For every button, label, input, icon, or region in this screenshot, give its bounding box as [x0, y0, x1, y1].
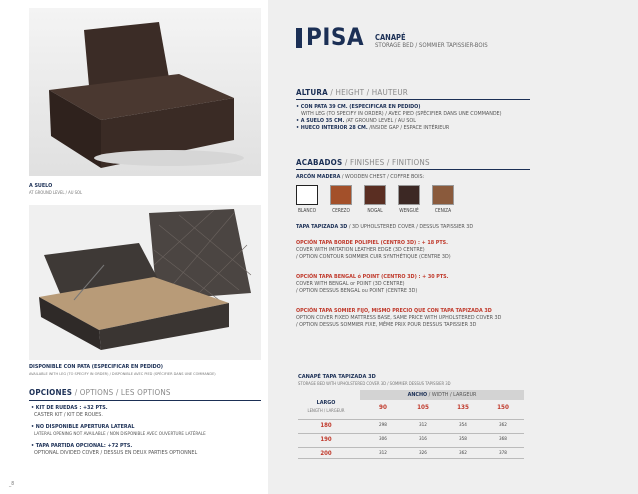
- altura-heading: ALTURA / HEIGHT / HAUTEUR: [296, 88, 408, 97]
- table-row: [298, 419, 524, 431]
- price-table-title: CANAPÉ TAPA TAPIZADA 3D: [298, 374, 376, 380]
- swatch-blanco[interactable]: [296, 185, 318, 205]
- table-row: [298, 433, 524, 445]
- price-cell: 362: [499, 423, 507, 428]
- price-cell: 326: [419, 451, 427, 456]
- brand-subtitle: STORAGE BED / SOMMIER TAPISSIER-BOIS: [375, 42, 488, 49]
- length-value: 190: [320, 436, 332, 443]
- length-value: 180: [320, 422, 332, 429]
- photo-bottom-caption: DISPONIBLE CON PATA (ESPECIFICAR EN PEDIDO): [29, 364, 164, 370]
- option-somier-fijo: OPCIÓN TAPA SOMIER FIJO, MISMO PRECIO QUE CON TAPA TAPIZADA 3D OPTION COVER FIXED MATTRESS BASE, SAME PRICE WITH UPHOLSTERED COVER 3D / OPTION DESSUS SOMMIER FIXE, MÊME PRIX POUR DESSUS TAPISSIER 3D: [296, 308, 502, 328]
- photo-bed-ground-level: [29, 8, 261, 176]
- opciones-item: • TAPA PARTIDA OPCIONAL: +72 PTS. OPTIONAL DIVIDED COVER / DESSUS EN DEUX PARTIES OPTIONNEL: [31, 443, 198, 456]
- arcon-label: ARCÓN MADERA / WOODEN CHEST / COFFRE BOIS:: [296, 174, 425, 180]
- altura-rule: [296, 99, 530, 100]
- price-table-subtitle: STORAGE BED WITH UPHOLSTERED COVER 3D / SOMMIER DESSUS TAPISSIER 3D: [298, 381, 451, 386]
- price-cell: 362: [459, 451, 467, 456]
- opciones-item: • NO DISPONIBLE APERTURA LATERAL LATERAL OPENING NOT AVAILABLE / NON DISPONIBLE AVEC OUVERTURE LATÉRALE: [31, 424, 206, 437]
- swatch-label: WENGUÉ: [399, 209, 419, 214]
- brand-name: PISA: [306, 23, 365, 51]
- swatch-label: CENIZA: [434, 209, 452, 214]
- page-number: _8: [9, 481, 15, 487]
- price-cell: 312: [379, 451, 387, 456]
- price-table: [298, 390, 524, 462]
- largo-label: LARGO: [316, 400, 336, 406]
- price-cell: 358: [459, 437, 467, 442]
- swatch-nogal[interactable]: [364, 185, 386, 205]
- option-bengal: OPCIÓN TAPA BENGAL ó POINT (CENTRO 3D) : + 30 PTS. COVER WITH BENGAL or POINT (3D CENTRE) / OPTION DESSUS BENGAL ou POINT (CENTRE 3D): [296, 274, 449, 294]
- largo-sublabel: LENGTH / LARGEUR: [307, 408, 345, 413]
- length-value: 200: [320, 450, 332, 457]
- ancho-label: ANCHO / WIDTH / LARGEUR: [407, 391, 477, 398]
- price-cell: 306: [379, 437, 387, 442]
- price-cell: 312: [419, 423, 427, 428]
- acabados-rule: [296, 169, 530, 170]
- width-header: 105: [417, 404, 429, 411]
- tapa-tapizada: TAPA TAPIZADA 3D / 3D UPHOLSTERED COVER / DESSUS TAPISSIER 3D: [296, 224, 474, 230]
- width-header: 150: [497, 404, 509, 411]
- table-row: [298, 447, 524, 459]
- option-polipiel: OPCIÓN TAPA BORDE POLIPIEL (CENTRO 3D) : + 18 PTS. COVER WITH IMITATION LEATHER EDGE (3D CENTRE) / OPTION CONTOUR SOMMIER CUIR SYNTHÉTIQUE (CENTRE 3D): [296, 240, 451, 260]
- opciones-list: [31, 405, 261, 457]
- photo-top-caption: A SUELO: [29, 183, 53, 189]
- swatch-label: BLANCO: [297, 209, 317, 214]
- price-cell: 368: [499, 437, 507, 442]
- opciones-rule: [29, 400, 261, 401]
- price-cell: 378: [499, 451, 507, 456]
- brand-product: CANAPÉ: [375, 33, 406, 42]
- photo-bottom-subcaption: AVAILABLE WITH LEG (TO SPECIFY IN ORDER) / DISPONIBLE AVEC PIED (SPÉCIFIER DANS UNE COMMANDE): [29, 371, 216, 376]
- price-cell: 354: [459, 423, 467, 428]
- swatch-cerezo[interactable]: [330, 185, 352, 205]
- swatch-ceniza[interactable]: [432, 185, 454, 205]
- opciones-item: • KIT DE RUEDAS : +32 PTS. CASTER KIT / KIT DE ROUES.: [31, 405, 108, 418]
- photo-bed-with-legs: [29, 205, 261, 360]
- swatch-wengue[interactable]: [398, 185, 420, 205]
- swatch-label: NOGAL: [367, 209, 383, 214]
- opciones-heading: OPCIONES / OPTIONS / LES OPTIONS: [29, 388, 171, 397]
- price-cell: 316: [419, 437, 427, 442]
- price-cell: 298: [379, 423, 387, 428]
- brand-marker: [296, 28, 302, 48]
- photo-top-subcaption: AT GROUND LEVEL / AU SOL: [29, 190, 83, 195]
- width-header: 135: [457, 404, 469, 411]
- altura-list: • CON PATA 39 CM. (ESPECIFICAR EN PEDIDO) WITH LEG (TO SPECIFY IN ORDER) / AVEC PIED (SPÉCIFIER DANS UNE COMMANDE) • A SUELO 35 CM. /AT GROUND LEVEL / AU SOL • HUECO INTERIOR 28 CM. /INSIDE GAP / ESPACE INTÉRIEUR: [296, 104, 502, 131]
- width-header: 90: [379, 404, 387, 411]
- swatch-label: CEREZO: [332, 209, 350, 214]
- acabados-heading: ACABADOS / FINISHES / FINITIONS: [296, 158, 430, 167]
